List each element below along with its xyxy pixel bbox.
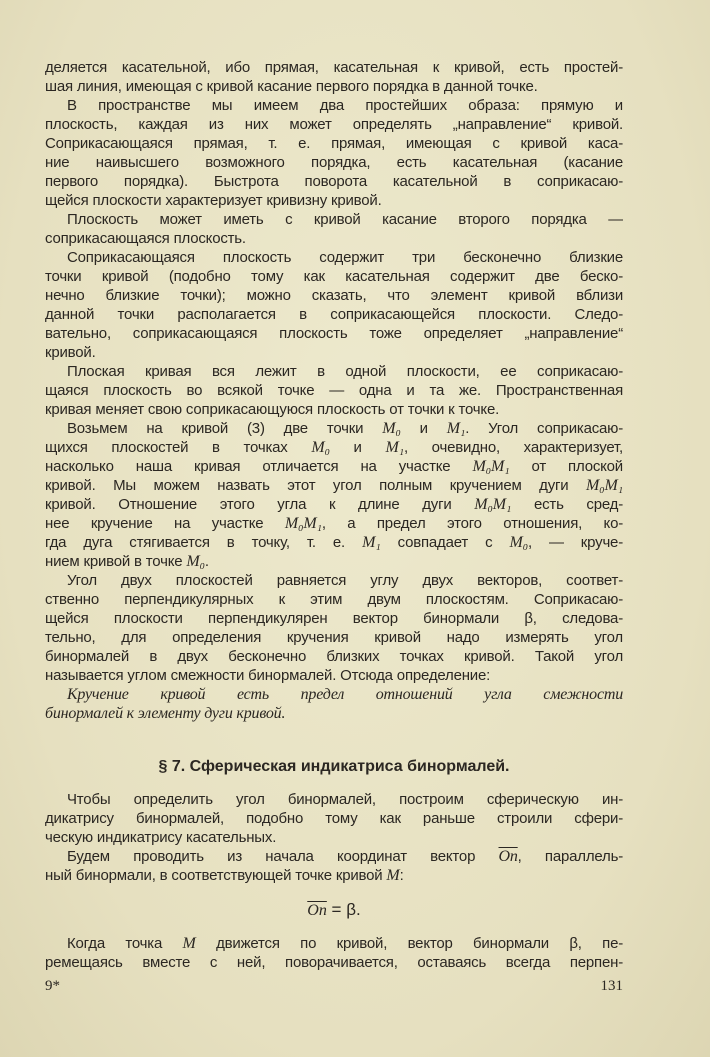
text-line: Кручение кривой есть предел отношений угла смежности xyxy=(67,686,623,703)
text-segment: движется по кривой, вектор бинормали β, пе- xyxy=(195,935,623,952)
text-segment: Будем проводить из начала координат вектор xyxy=(67,848,499,865)
text-segment: щихся плоскостей в точках xyxy=(45,439,312,456)
text-block-top xyxy=(45,58,623,723)
text-line: Угол двух плоскостей равняется углу двух векторов, соответ- xyxy=(67,572,623,589)
paragraph xyxy=(45,58,623,96)
text-line: деляется касательной, ибо прямая, касательная к кривой, есть простей- xyxy=(45,59,623,76)
text-block-end xyxy=(45,934,623,972)
paragraph xyxy=(45,96,623,210)
signature-mark: 9* xyxy=(45,978,60,994)
text-line xyxy=(45,457,623,476)
text-segment: нием кривой в точке xyxy=(45,553,187,570)
math-symbol: M₁ xyxy=(385,439,404,456)
section-heading: § 7. Сферическая индикатриса бинормалей. xyxy=(158,758,510,775)
paragraph xyxy=(45,847,623,885)
math-symbol: M₀ xyxy=(186,553,205,570)
formula xyxy=(45,900,623,919)
text-line xyxy=(45,476,623,495)
text-line: называется углом смежности бинормалей. Отсюда определение: xyxy=(45,667,491,684)
page-footer xyxy=(45,978,623,995)
text-segment: , а предел этого отношения, ко- xyxy=(321,515,623,532)
text-line: ственно перпендикулярных к этим двум плоскостям. Соприкасаю- xyxy=(45,591,623,608)
paragraph xyxy=(45,210,623,248)
text-line: В пространстве мы имеем два простейших образа: прямую и xyxy=(67,97,623,114)
text-line: первого порядка). Быстрота поворота касательной в соприкасаю- xyxy=(45,173,623,190)
text-segment: Возьмем на кривой (3) две точки xyxy=(67,420,383,437)
text-line: бинормалей к элементу дуги кривой. xyxy=(45,705,286,722)
text-line: Плоскость может иметь с кривой касание второго порядка — xyxy=(67,211,623,228)
paragraph xyxy=(45,790,623,847)
text-line: шая линия, имеющая с кривой касание первого порядка в данной точке. xyxy=(45,78,538,95)
text-segment: . Угол соприкасаю- xyxy=(465,420,623,437)
text-segment: есть сред- xyxy=(511,496,623,513)
math-symbol: M xyxy=(182,935,196,952)
text-line: ремещаясь вместе с ней, поворачивается, оставаясь всегда перпен- xyxy=(45,954,623,971)
text-line xyxy=(45,552,623,571)
text-segment: от плоской xyxy=(509,458,623,475)
text-line: Соприкасающаяся прямая, т. е. прямая, имеющая с кривой каса- xyxy=(45,135,623,152)
text-line xyxy=(45,847,623,866)
text-line: вательно, соприкасающаяся плоскость тоже определяет „направление“ xyxy=(45,325,623,342)
math-symbol: M₀M₁ xyxy=(472,458,510,475)
text-segment: , очевидно, характеризует, xyxy=(403,439,623,456)
text-segment: : xyxy=(399,867,404,884)
text-line: Соприкасающаяся плоскость содержит три бесконечно близкие xyxy=(67,249,623,266)
math-symbol: M₀ xyxy=(382,420,401,437)
text-line: тельно, для определения кручения кривой надо измерять угол xyxy=(45,629,623,646)
text-segment: и xyxy=(400,420,447,437)
text-line: нечно близкие точки); можно сказать, что элемент кривой вблизи xyxy=(45,287,623,304)
math-symbol: M₀M₁ xyxy=(586,477,623,494)
formula-rest: = β. xyxy=(326,900,361,919)
math-symbol: M₀M₁ xyxy=(284,515,322,532)
definition-paragraph xyxy=(45,685,623,723)
paragraph xyxy=(45,362,623,419)
text-line: бинормалей в двух бесконечно близких точках кривой. Такой угол xyxy=(45,648,623,665)
text-segment: гда дуга стягивается в точку, т. е. xyxy=(45,534,363,551)
math-symbol: $\overline{On}$ xyxy=(498,848,518,865)
text-line: щаяся плоскость во всякой точке — одна и та же. Пространственная xyxy=(45,382,623,399)
text-line: щейся плоскости характеризует кривизну кривой. xyxy=(45,192,382,209)
math-symbol: M xyxy=(386,867,400,884)
text-line: Чтобы определить угол бинормалей, построим сферическую ин- xyxy=(67,791,623,808)
text-line: данной точки располагается в соприкасающейся плоскости. Следо- xyxy=(45,306,623,323)
book-page-text xyxy=(45,58,623,972)
text-segment: насколько наша кривая отличается на участке xyxy=(45,458,473,475)
text-line: Плоская кривая вся лежит в одной плоскости, ее соприкасаю- xyxy=(67,363,623,380)
math-symbol: M₁ xyxy=(446,420,466,437)
math-symbol: M₀ xyxy=(311,439,330,456)
text-line xyxy=(45,495,623,514)
text-line xyxy=(45,533,623,552)
text-segment: кривой. Мы можем назвать этот угол полным кручением дуги xyxy=(45,477,587,494)
text-line: точки кривой (подобно тому как касательная содержит две беско- xyxy=(45,268,623,285)
text-line: щейся плоскости перпендикулярен вектор бинормали β, следова- xyxy=(45,610,623,627)
math-symbol: M₁ xyxy=(362,534,381,551)
text-line: кривая меняет свою соприкасающуюся плоскость от точки к точке. xyxy=(45,401,500,418)
text-line xyxy=(45,514,623,533)
math-symbol: M₀M₁ xyxy=(474,496,512,513)
text-line: ние наивысшего возможного порядка, есть касательная (касание xyxy=(45,154,623,171)
text-block-bottom xyxy=(45,790,623,885)
text-segment: нее кручение на участке xyxy=(45,515,285,532)
math-symbol: M₀ xyxy=(509,534,528,551)
text-line: дикатрису бинормалей, подобно тому как раньше строили сфери- xyxy=(45,810,623,827)
text-segment: , параллель- xyxy=(517,848,623,865)
text-line xyxy=(45,934,623,953)
text-segment: кривой. Отношение этого угла к длине дуги xyxy=(45,496,475,513)
text-segment: Когда точка xyxy=(67,935,183,952)
text-segment: ный бинормали, в соответствующей точке кривой xyxy=(45,867,387,884)
text-segment: . xyxy=(204,553,209,570)
paragraph xyxy=(45,571,623,685)
paragraph xyxy=(45,934,623,972)
paragraph xyxy=(45,419,623,571)
text-line: ческую индикатрису касательных. xyxy=(45,829,277,846)
text-line xyxy=(45,438,623,457)
text-line xyxy=(45,866,623,885)
page-number: 131 xyxy=(600,978,623,994)
text-line: плоскость, каждая из них может определять „направление“ кривой. xyxy=(45,116,623,133)
paragraph xyxy=(45,248,623,362)
formula-vector: $\overline{On}$ xyxy=(307,902,327,919)
text-segment: , — круче- xyxy=(527,534,623,551)
text-line: соприкасающаяся плоскость. xyxy=(45,230,246,247)
text-segment: совпадает с xyxy=(380,534,510,551)
text-segment: и xyxy=(329,439,386,456)
text-line xyxy=(45,419,623,438)
text-line: кривой. xyxy=(45,344,96,361)
